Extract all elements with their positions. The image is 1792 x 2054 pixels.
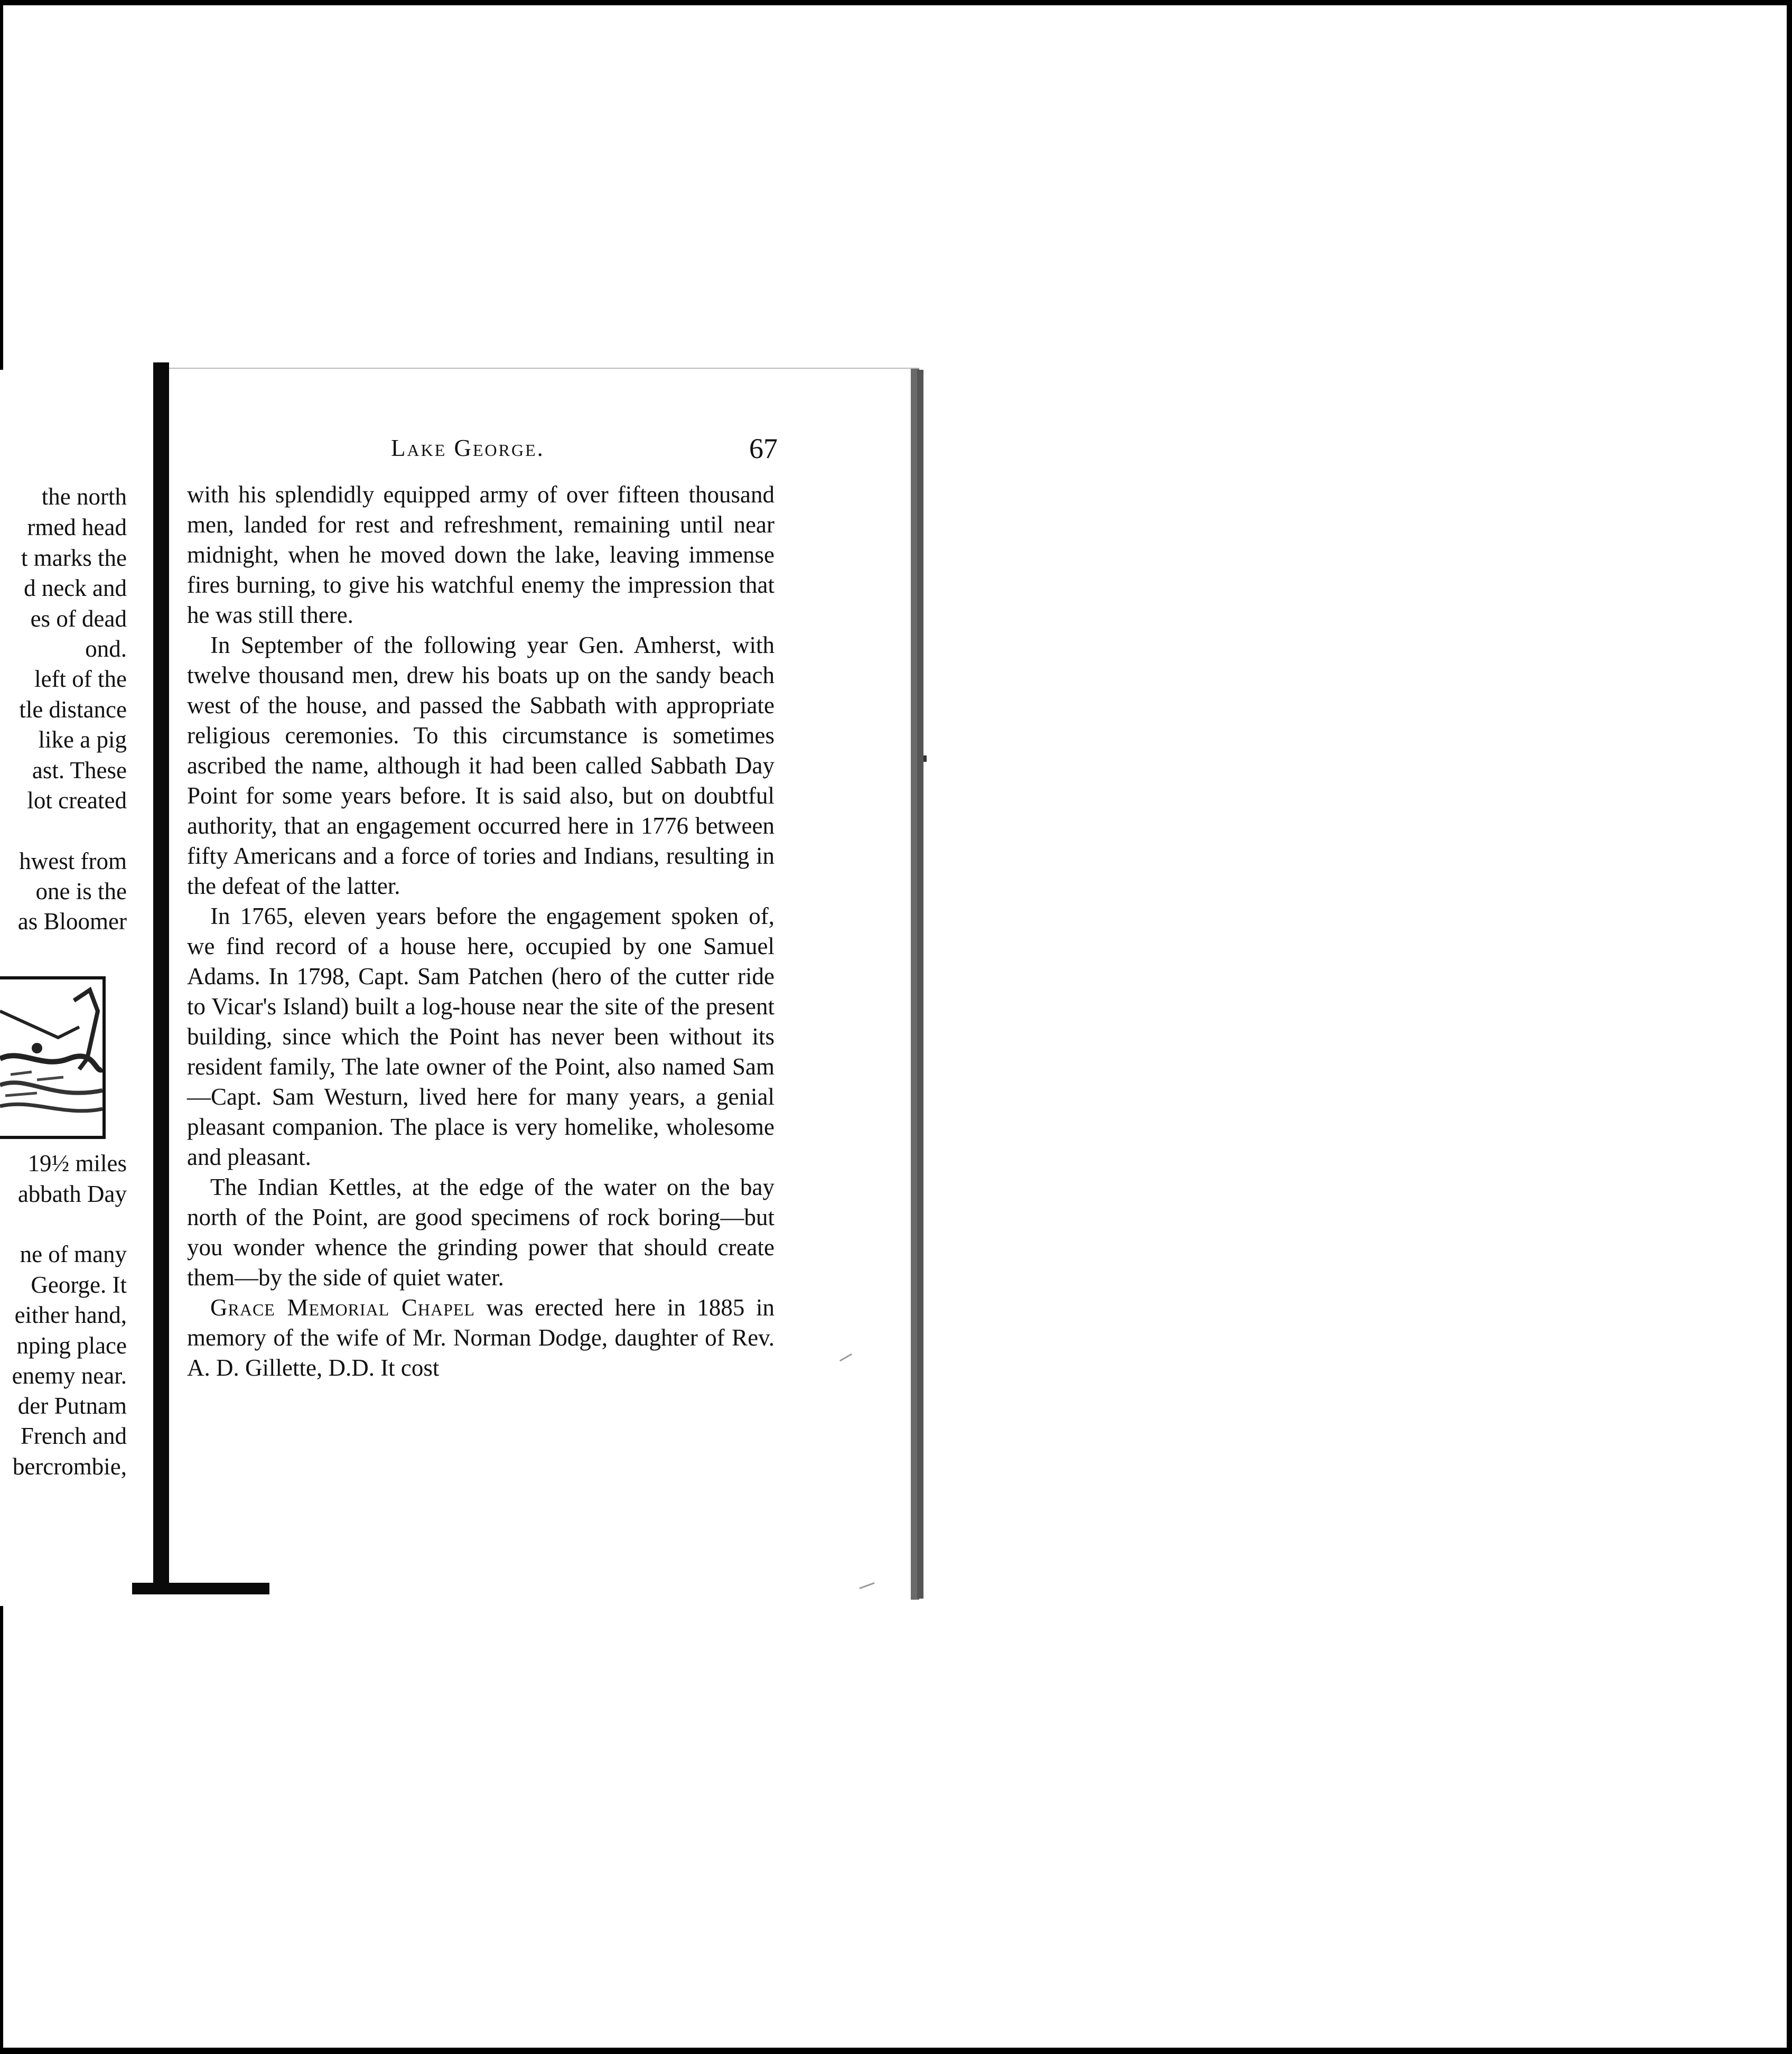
left-line: bercrombie, — [12, 1453, 127, 1480]
left-line: ast. These — [32, 757, 127, 783]
left-line: ne of many — [20, 1241, 127, 1267]
paragraph-lead-small-caps: Grace Memorial Chapel — [210, 1294, 475, 1321]
left-line: left of the — [34, 666, 127, 692]
paragraph — [187, 480, 774, 630]
left-line: either hand, — [14, 1302, 127, 1328]
paragraph — [187, 1293, 774, 1383]
scan-border-bottom — [0, 2048, 1792, 2054]
engraving-drawing — [0, 979, 102, 1136]
paragraph-text: with his splendidly equipped army of over fifteen thousand men, landed for rest and refreshment, remaining until near midnight, when he moved down the lake, leaving immense fires burning, to give his watchful enemy the impression that he was still there. — [187, 481, 774, 628]
left-line: es of dead — [30, 605, 127, 632]
scan-border-top — [0, 0, 1792, 5]
page-body-text — [187, 480, 774, 1383]
left-line: t marks the — [21, 545, 127, 571]
left-line: one is the — [35, 878, 127, 904]
paragraph — [187, 630, 774, 901]
left-line: 19½ miles — [27, 1150, 127, 1177]
left-line: abbath Day — [17, 1181, 127, 1207]
left-line: as Bloomer — [17, 908, 127, 935]
page-edge-shadow — [917, 370, 923, 1599]
left-line: d neck and — [24, 575, 127, 601]
book-spine-foot — [132, 1583, 269, 1594]
left-line: ond. — [85, 636, 127, 662]
left-line: hwest from — [19, 848, 127, 874]
left-line: George. It — [31, 1272, 127, 1298]
left-line: enemy near. — [12, 1362, 127, 1389]
left-line: nping place — [16, 1332, 127, 1359]
paragraph — [187, 901, 774, 1172]
page-number: 67 — [749, 433, 778, 464]
paragraph — [187, 1172, 774, 1293]
paragraph-text: In September of the following year Gen. Amherst, with twelve thousand men, drew his boats up on the sandy beach west of the house, and passed the Sabbath with appropriate religious ceremonies. To this circumstance is sometimes ascribed the name, although it had been called Sabbath Day Point for some years before. It is said also, but on doubtful authority, that an engagement occurred here in 1776 between fifty Americans and a force of tories and Indians, resulting in the defeat of the latter. — [187, 632, 774, 899]
left-line: the north — [41, 483, 127, 510]
scan-speck — [923, 755, 927, 762]
left-line: tle distance — [19, 696, 127, 723]
paragraph-text: was erected here in 1885 in memory of the wife of Mr. Norman Dodge, daughter of Rev. A. D. Gillette, D.D. It cost — [187, 1294, 774, 1381]
previous-page-fragment — [0, 370, 158, 1606]
paragraph-text: The Indian Kettles, at the edge of the water on the bay north of the Point, are good specimens of rock boring—but you wonder whence the grinding power that should create them—by the side of quiet water. — [187, 1174, 774, 1291]
left-line: der Putnam — [17, 1393, 127, 1419]
running-head: Lake George. — [391, 435, 545, 461]
left-line: lot created — [27, 787, 127, 814]
scan-border-right — [1787, 0, 1792, 2054]
engraving-illustration-fragment — [0, 976, 106, 1139]
left-line: rmed head — [27, 514, 127, 540]
left-line: like a pig — [38, 726, 127, 753]
paragraph-text: In 1765, eleven years before the engagement spoken of, we find record of a house here, occupied by one Samuel Adams. In 1798, Capt. Sam Patchen (hero of the cutter ride to Vicar's Island) built a log-house near the site of the present building, since which the Point has never been without its resident family, The late owner of the Point, also named Sam—Capt. Sam Westurn, lived here for many years, a genial pleasant companion. The place is very homelike, wholesome and pleasant. — [187, 903, 774, 1170]
book-spine-gutter — [153, 362, 169, 1593]
left-line: French and — [20, 1423, 127, 1449]
